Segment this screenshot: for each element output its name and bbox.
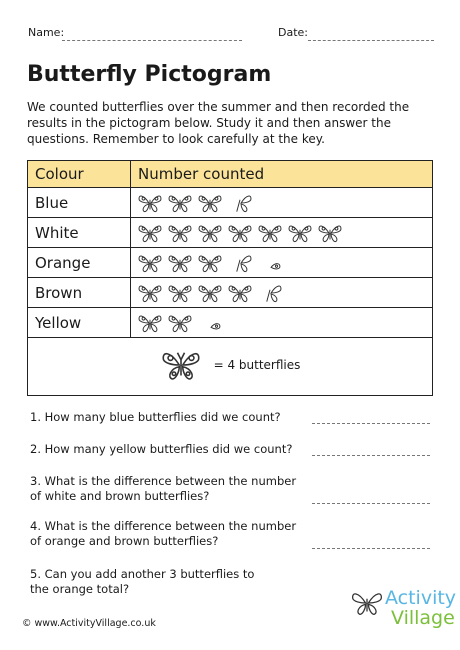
half-butterfly-icon <box>227 252 253 274</box>
table-header-row <box>28 161 433 188</box>
key-row <box>28 338 433 396</box>
table-row <box>28 188 433 218</box>
half-butterfly-icon <box>227 192 253 214</box>
key-cell <box>28 338 433 396</box>
answer-line-2 <box>312 455 430 456</box>
row-colour: Brown <box>28 278 131 308</box>
row-icons <box>131 248 433 278</box>
column-header-number: Number counted <box>131 161 433 188</box>
butterfly-icon <box>137 192 163 214</box>
butterfly-icon <box>137 282 163 304</box>
butterfly-icon <box>227 222 253 244</box>
logo-butterfly-icon <box>350 588 384 618</box>
butterfly-icon <box>197 192 223 214</box>
butterfly-icon <box>197 252 223 274</box>
butterfly-icon <box>227 282 253 304</box>
quarter-butterfly-icon <box>197 312 223 334</box>
copyright-text: © www.ActivityVillage.co.uk <box>22 618 156 629</box>
question-3: 3. What is the difference between the number of white and brown butterflies? <box>30 474 297 503</box>
butterfly-icon <box>197 282 223 304</box>
page-title: Butterfly Pictogram <box>27 62 272 87</box>
answer-line-4 <box>312 548 430 549</box>
logo-line-1: Activity <box>385 587 457 609</box>
activity-village-logo <box>385 588 456 628</box>
butterfly-icon <box>137 222 163 244</box>
answer-line-3 <box>312 503 430 504</box>
butterfly-icon <box>137 252 163 274</box>
row-icons <box>131 188 433 218</box>
question-4: 4. What is the difference between the number of orange and brown butterflies? <box>30 519 297 548</box>
name-line <box>62 39 242 41</box>
logo-line-2: Village <box>391 607 455 629</box>
key-butterfly-icon <box>160 347 202 383</box>
intro-text: We counted butterflies over the summer and then recorded the results in the pictogram below. Study it and then answer the questions. Remember to look carefully at the key. <box>27 100 410 146</box>
butterfly-icon <box>317 222 343 244</box>
column-header-colour: Colour <box>28 161 131 188</box>
table-row <box>28 278 433 308</box>
butterfly-icon <box>197 222 223 244</box>
butterfly-icon <box>167 252 193 274</box>
table-row <box>28 308 433 338</box>
answer-line-1 <box>312 423 430 424</box>
half-butterfly-icon <box>257 282 283 304</box>
butterfly-icon <box>287 222 313 244</box>
butterfly-icon <box>167 192 193 214</box>
name-label: Name: <box>28 26 65 39</box>
row-colour: Orange <box>28 248 131 278</box>
butterfly-icon <box>137 312 163 334</box>
butterfly-icon <box>167 312 193 334</box>
pictogram-table <box>27 160 433 396</box>
date-label: Date: <box>278 26 308 39</box>
butterfly-icon <box>257 222 283 244</box>
question-1: 1. How many blue butterflies did we count? <box>30 410 281 424</box>
quarter-butterfly-icon <box>257 252 283 274</box>
row-colour: White <box>28 218 131 248</box>
row-icons <box>131 278 433 308</box>
row-colour: Blue <box>28 188 131 218</box>
row-icons <box>131 308 433 338</box>
row-icons <box>131 218 433 248</box>
butterfly-icon <box>167 222 193 244</box>
table-row <box>28 218 433 248</box>
question-5: 5. Can you add another 3 butterflies to the orange total? <box>30 567 255 596</box>
table-row <box>28 248 433 278</box>
butterfly-icon <box>167 282 193 304</box>
key-text: = 4 butterflies <box>213 357 301 372</box>
row-colour: Yellow <box>28 308 131 338</box>
date-line <box>308 39 434 41</box>
question-2: 2. How many yellow butterflies did we count? <box>30 442 293 456</box>
